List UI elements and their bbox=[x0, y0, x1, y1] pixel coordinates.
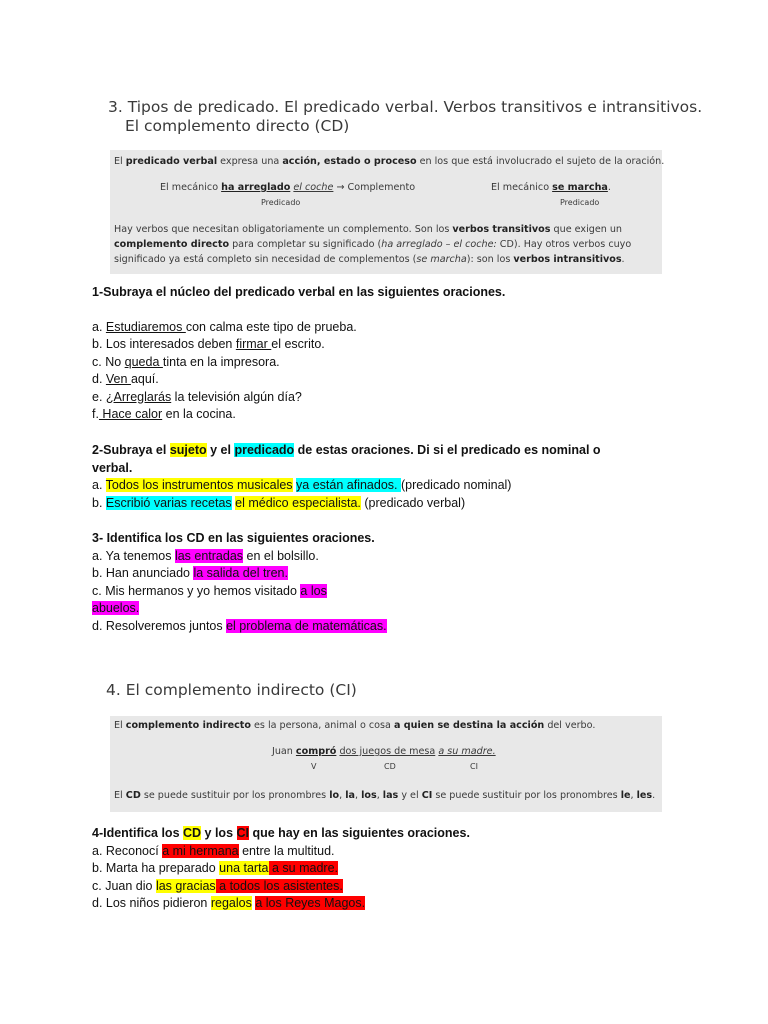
section3-title-line1: 3. Tipos de predicado. El predicado verbal. Verbos transitivos e intransitivos. bbox=[108, 98, 703, 116]
list-item: b. Los interesados deben firmar el escrito. bbox=[92, 337, 325, 351]
exercise-2: 2-Subraya el sujeto y el predicado de estas oraciones. Di si el predicado es nominal o verbal. a. Todos los instrumentos musicales ya están afinados. (predicado nominal) b. Escribió varias recetas el médico especialista. (predicado verbal) bbox=[92, 442, 682, 512]
section3-title-line2: El complemento directo (CD) bbox=[125, 117, 350, 135]
exercise-4 bbox=[92, 825, 682, 913]
list-item: c. Mis hermanos y yo hemos visitado a los bbox=[92, 583, 327, 598]
list-item: e. ¿Arreglarás la televisión algún día? bbox=[92, 389, 302, 404]
exercise-4-question: 4-Identifica los CD y los CI que hay en las siguientes oraciones. bbox=[92, 826, 470, 840]
list-item: d. Resolveremos juntos el problema de matemáticas. bbox=[92, 618, 387, 633]
label-ci: CI bbox=[470, 762, 478, 771]
list-item: f. Hace calor en la cocina. bbox=[92, 407, 236, 421]
section4-note: El CD se puede sustituir por los pronombres lo, la, los, las y el CI se puede sustituir por los pronombres le, les. bbox=[114, 790, 656, 801]
list-item: b. Escribió varias recetas el médico especialista. (predicado verbal) bbox=[92, 495, 466, 510]
section3-example-intransitive-label: Predicado bbox=[560, 198, 600, 207]
section3-paragraph: Hay verbos que necesitan obligatoriamente un complemento. Son los verbos transitivos que exigen un complemento directo para completar su significado (ha arreglado – el coche: CD). Hay otros verbos cuyo significado ya está completo sin necesidad de complementos (se marcha): son los verbos intransitivos. bbox=[114, 224, 632, 265]
exercise-3-question: 3- Identifica los CD en las siguientes oraciones. bbox=[92, 531, 375, 545]
list-item: a. Estudiaremos con calma este tipo de prueba. bbox=[92, 319, 357, 334]
section3-title bbox=[108, 98, 702, 136]
label-cd: CD bbox=[384, 762, 396, 771]
list-item: a. Reconocí a mi hermana entre la multitud. bbox=[92, 843, 335, 858]
section4-definition: El complemento indirecto es la persona, animal o cosa a quien se destina la acción del verbo. bbox=[114, 720, 596, 731]
label-v: V bbox=[311, 762, 317, 771]
exercise-2-question: 2-Subraya el sujeto y el predicado de estas oraciones. Di si el predicado es nominal o bbox=[92, 443, 601, 457]
list-item: b. Han anunciado la salida del tren. bbox=[92, 566, 288, 580]
section3-example-transitive-label: Predicado bbox=[261, 198, 301, 207]
section3-example-transitive: El mecánico ha arreglado el coche → Complemento bbox=[160, 182, 416, 193]
exercise-1 bbox=[92, 284, 682, 424]
list-item: b. Marta ha preparado una tarta a su madre. bbox=[92, 861, 338, 875]
section3-definition-box bbox=[110, 150, 665, 274]
section3-panel bbox=[92, 90, 703, 278]
exercise-1-question: 1-Subraya el núcleo del predicado verbal en las siguientes oraciones. bbox=[92, 285, 506, 299]
list-item: d. Los niños pidieron regalos a los Reyes Magos. bbox=[92, 896, 366, 910]
list-item: c. Juan dio las gracias a todos los asistentes. bbox=[92, 878, 343, 893]
list-item: c. No queda tinta en la impresora. bbox=[92, 354, 280, 369]
list-item: d. Ven aquí. bbox=[92, 372, 159, 386]
list-item: a. Ya tenemos las entradas en el bolsillo. bbox=[92, 548, 319, 563]
section4-definition-box bbox=[110, 716, 662, 812]
exercise-3: 3- Identifica los CD en las siguientes oraciones. a. Ya tenemos las entradas en el bolsillo. b. Han anunciado la salida del tren. c. Mis hermanos y yo hemos visitado a los abuelos. d. Resolveremos juntos el problema de matemáticas. bbox=[92, 530, 682, 635]
list-item: a. Todos los instrumentos musicales ya están afinados. (predicado nominal) bbox=[92, 478, 512, 492]
section3-definition: El predicado verbal expresa una acción, estado o proceso en los que está involucrado el sujeto de la oración. bbox=[114, 156, 665, 167]
section3-example-intransitive: El mecánico se marcha. bbox=[491, 182, 611, 193]
section4-example: Juan compró dos juegos de mesa a su madre. bbox=[272, 746, 496, 757]
section4-panel bbox=[92, 676, 672, 816]
section4-title: 4. El complemento indirecto (CI) bbox=[106, 681, 357, 699]
